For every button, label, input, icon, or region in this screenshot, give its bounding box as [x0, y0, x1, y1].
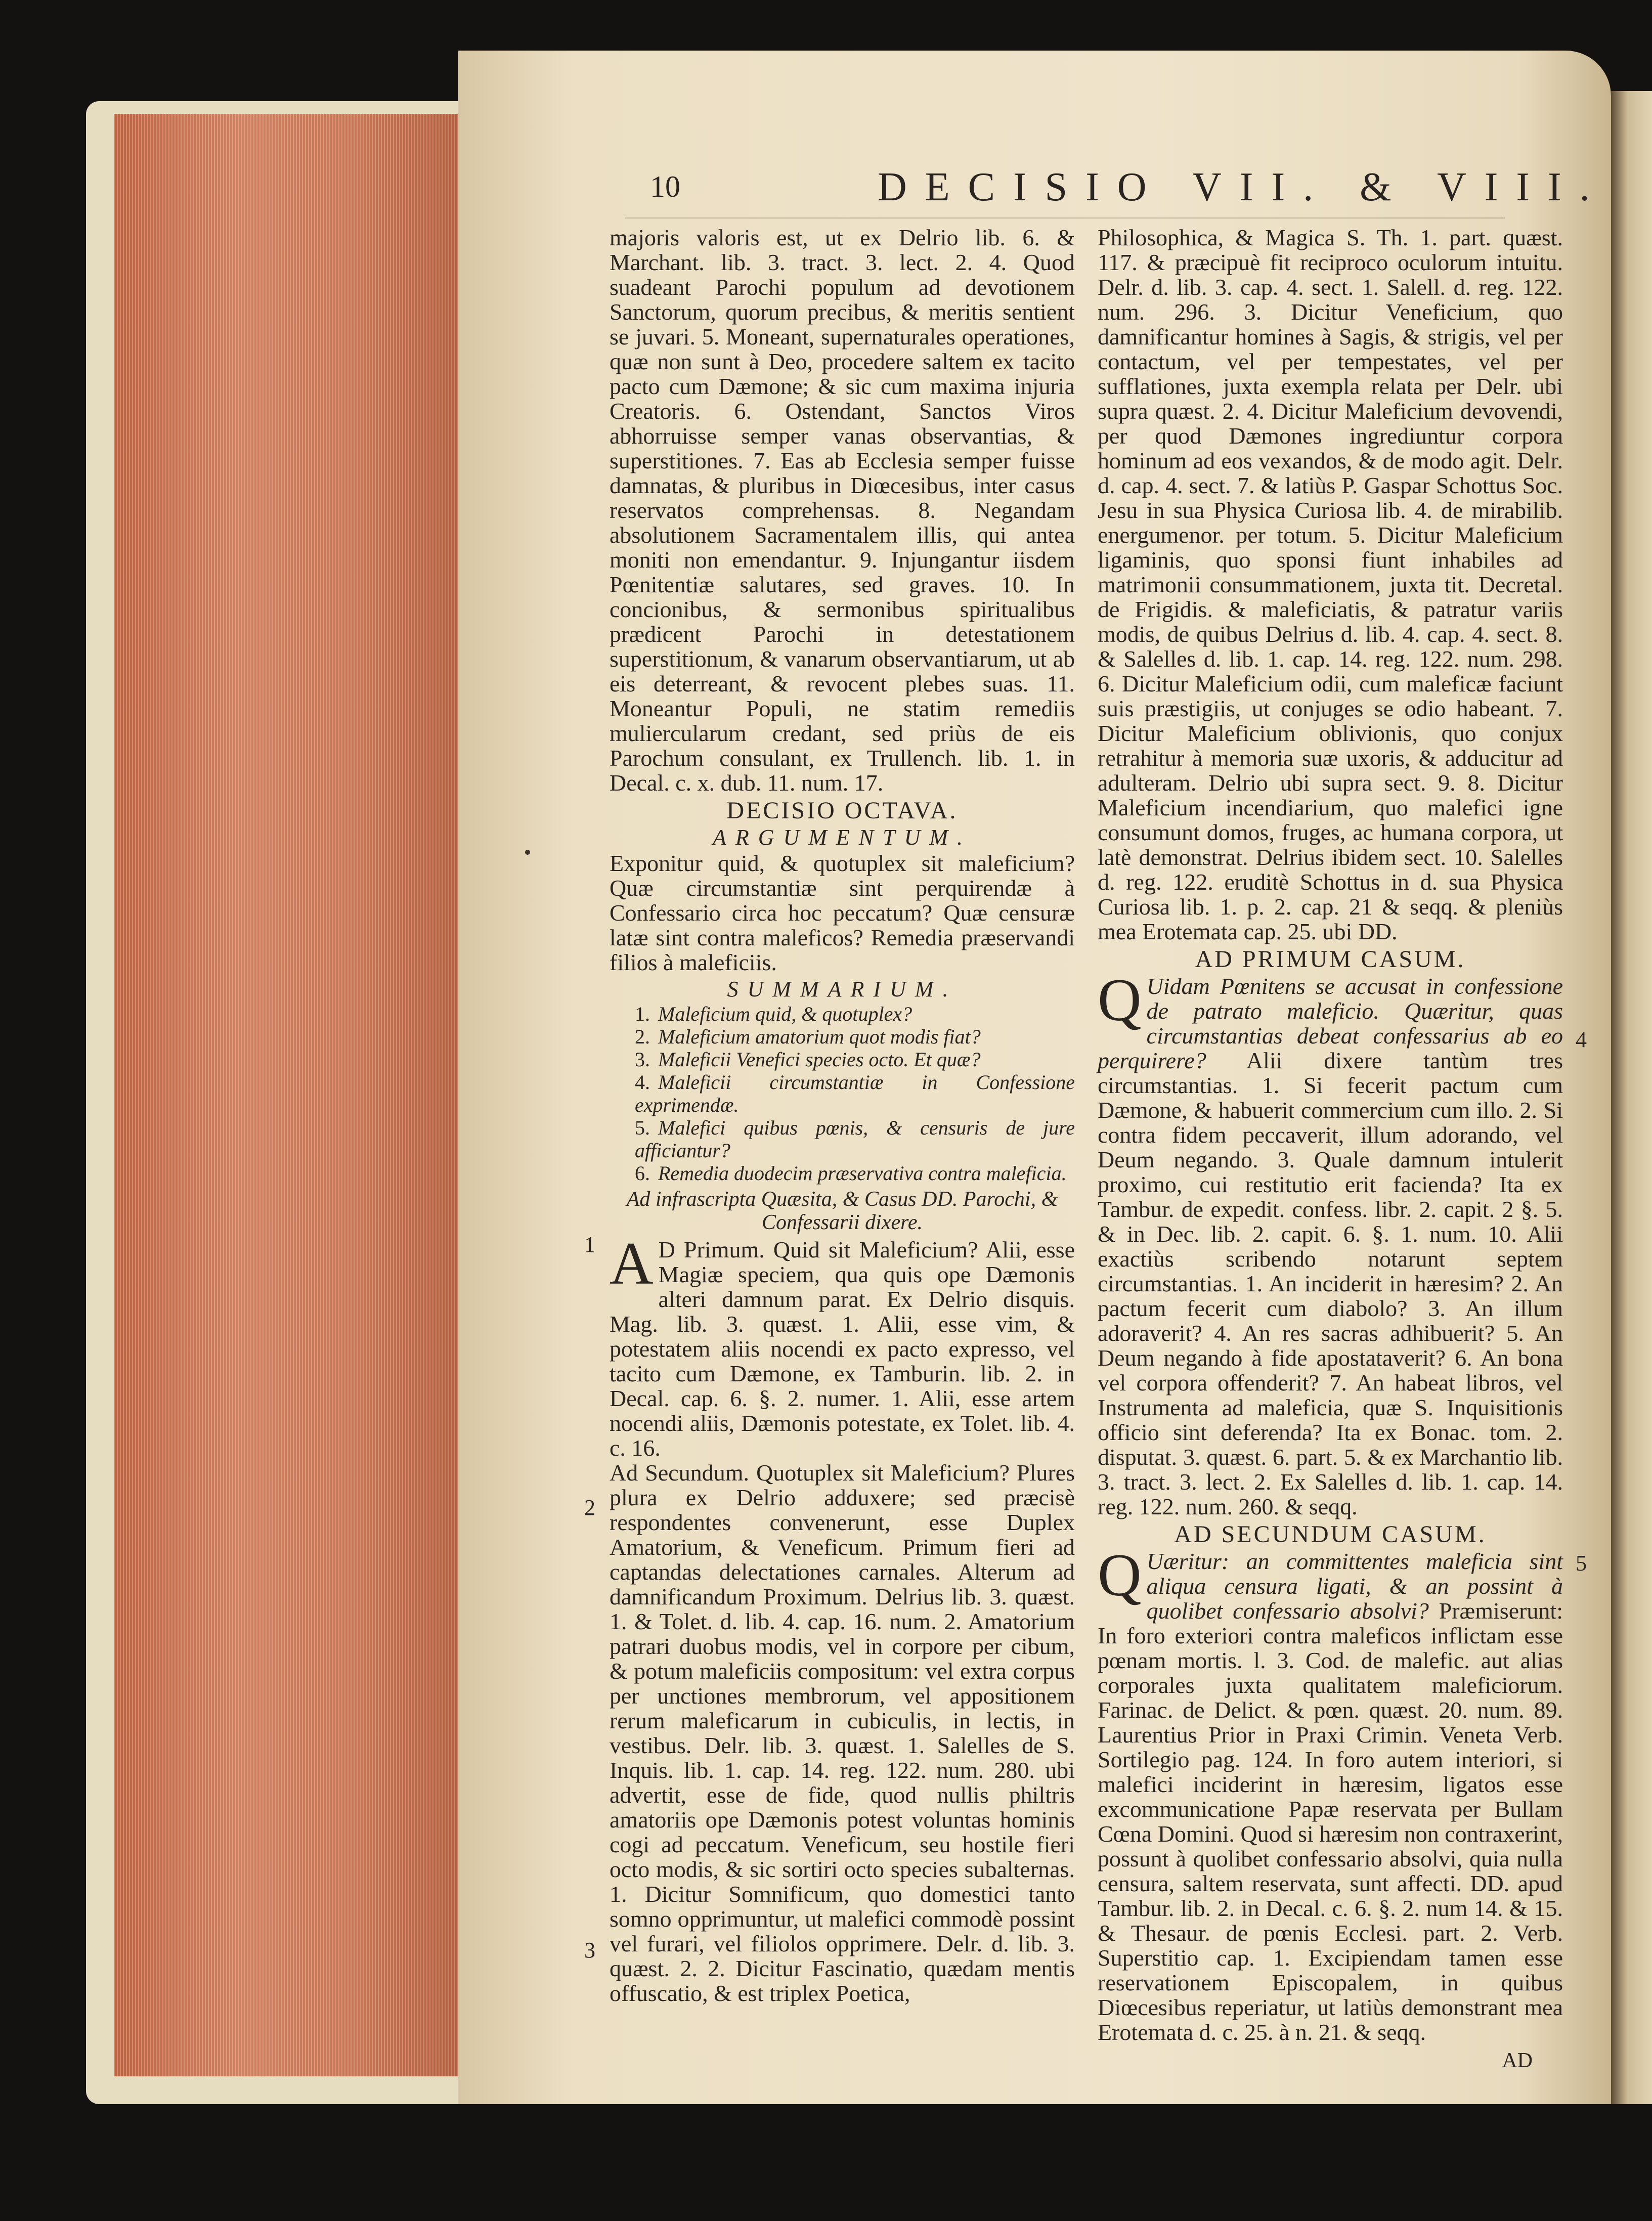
margin-number: 5	[1576, 1551, 1587, 1576]
decisio-heading: DECISIO OCTAVA.	[726, 797, 958, 824]
summary-item: 6. Remedia duodecim præservativa contra maleficia.	[635, 1162, 1067, 1185]
facing-page-edge	[1611, 91, 1652, 2104]
summarium-label: SUMMARIUM.	[727, 977, 958, 1001]
header-rule	[625, 217, 1505, 219]
book-page	[458, 51, 1611, 2104]
summary-item: 1. Maleficium quid, & quotuplex?	[635, 1003, 912, 1025]
margin-number: 1	[584, 1232, 595, 1257]
left-continuation-paragraph: majoris valoris est, ut ex Delrio lib. 6. & Marchant. lib. 3. tract. 3. lect. 2. 4. Quod suadeant Parochi populum ad devotionem Sanctorum, quorum precibus, & meritis sentient se juvari. 5. Moneant, supernaturales operationes, quæ non sunt à Deo, procedere saltem ex tacito pacto cum Dæmone; & sic cum maxima injuria Creatoris. 6. Ostendant, Sanctos Viros abhorruisse semper vanas observantias, & superstitiones. 7. Eas ab Ecclesia semper fuisse damnatas, & pluribus in Diœcesibus, inter casus reservatos comprehensas. 8. Negandam absolutionem Sacramentalem illis, qui antea moniti non emendantur. 9. Injungantur iisdem Pœnitentiæ salutares, sed graves. 10. In concionibus, & sermonibus spiritualibus prædicent Parochi in detestationem superstitionum, & vanarum observantiarum, ut ab eis deterreant, & revocent plebes suas. 11. Moneantur Populi, ne statim remediis muliercularum credant, sed priùs de eis Parochum consulant, ex Trullench. lib. 1. in Decal. c. x. dub. 11. num. 17.	[610, 225, 1075, 796]
margin-number: 4	[1576, 1027, 1587, 1052]
drop-cap: Q	[1098, 966, 1142, 1033]
right-continuation-paragraph: Philosophica, & Magica S. Th. 1. part. quæst. 117. & præcipuè fit reciproco oculorum intuitu. Delr. d. lib. 3. cap. 4. sect. 1. Salell. d. reg. 122. num. 296. 3. Dicitur Veneficium, quo damnificantur homines à Sagis, & strigis, vel per contactum, vel per tempestates, vel per sufflationes, juxta exempla relata per Delr. ubi supra quæst. 2. 4. Dicitur Maleficium devovendi, per quod Dæmones ingrediuntur corpora hominum ad eos vexandos, & de modo agit. Delr. d. cap. 4. sect. 7. & latiùs P. Gaspar Schottus Soc. Jesu in sua Physica Curiosa lib. 4. de mirabilib. energumenor. per totum. 5. Dicitur Maleficium ligaminis, quo sponsi fiunt inhabiles ad matrimonii consummationem, juxta tit. Decretal. de Frigidis. & maleficiatis, & patratur variis modis, de quibus Delrius d. lib. 4. cap. 4. sect. 8. & Salelles d. lib. 1. cap. 14. reg. 122. num. 298. 6. Dicitur Maleficium odii, cum maleficæ faciunt suis præstigiis, ut conjuges se odio habeant. 7. Dicitur Maleficium oblivionis, quo conjux retrahitur à memoria suæ uxoris, & adducitur ad adulteram. Delrio ubi supra sect. 9. 8. Dicitur Maleficium incendiarium, quo malefici igne consumunt domos, fruges, ac humana corpora, ut latè demonstrat. Delrius ibidem sect. 10. Salelles d. reg. 122. eruditè Schottus in d. sua Physica Curiosa lib. 1. p. 2. cap. 21 & seqq. & pleniùs mea Erotemata cap. 25. ubi DD.	[1098, 225, 1563, 944]
primum-casum-paragraph: Q Uidam Pœnitens se accusat in confessione de patrato maleficio. Quæritur, quas circumstantias debeat confessarius ab eo perquirere? Alii dixere tantùm tres circumstantias. 1. Si fecerit pactum cum Dæmone, & habuerit commercium cum illo. 2. Si contra fidem peccaverit, illum adorando, vel Deum negando. 3. Quale damnum intulerit proximo, cui restitutio erit facienda? Ita ex Tambur. de expedit. confess. libr. 2. capit. 2 §. 5. & in Dec. lib. 2. capit. 6. §. 1. num. 10. Alii exactiùs scribendo notarunt septem circumstantias. 1. An inciderit in hæresim? 2. An pactum fecerit cum diabolo? 3. An illum adoraverit? 4. An res sacras adhibuerit? 5. An Deum negando à fide apostataverit? 6. An bona vel corpora offenderit? 7. An habeat libros, vel Instrumenta ad maleficia, quæ S. Inquisitionis officio sint deferenda? Ita ex Bonac. tom. 2. disputat. 3. quæst. 6. part. 5. & ex Marchantio lib. 3. tract. 3. lect. 2. Ex Salelles d. lib. 1. cap. 14. reg. 122. num. 260. & seqq.	[1098, 966, 1563, 1519]
margin-number: 3	[584, 1938, 595, 1963]
catchword: AD	[1502, 2049, 1533, 2072]
secundum-casum-paragraph: Q Uæritur: an committentes maleficia sint aliqua censura ligati, & an possint à quolibet confessario absolvi? Præmiserunt: In foro exteriori contra maleficos inflictam esse pœnam mortis. l. 3. Cod. de malefic. aut alias corporales juxta qualitatem maleficiorum. Farinac. de Delict. & pœn. quæst. 20. num. 89. Laurentius Prior in Praxi Crimin. Veneta Verb. Sortilegio pag. 124. In foro autem interiori, si malefici inciderint in hæresim, ligatos esse excommunicatione Papæ reservata per Bullam Cœna Domini. Quod si hæresim non contraxerint, possunt à quolibet confessario absolvi, quia nulla censura, saltem reservata, sunt affecti. DD. apud Tambur. lib. 2. in Decal. c. 6. §. 2. num 14. & 15. & Thesaur. de pœnis Ecclesi. part. 2. Verb. Superstitio cap. 1. Excipiendam tamen esse reservationem Episcopalem, in quibus Diœcesibus reperiatur, ut latiùs demonstrant mea Erotemata d. c. 25. à n. 21. & seqq.	[1098, 1541, 1563, 2045]
right-column	[1098, 225, 1563, 2073]
left-column	[610, 225, 1075, 2006]
page-edges	[114, 114, 466, 2076]
argumentum-label: ARGUMENTUM.	[712, 825, 972, 850]
summary-item: 4. Maleficii circumstantiæ in Confessione exprimendæ.	[635, 1071, 1075, 1116]
summarium-list	[610, 1003, 1075, 1185]
drop-cap: Q	[1098, 1541, 1142, 1608]
drop-cap: A	[610, 1230, 654, 1297]
intro-line: Ad infrascripta Quæsita, & Casus DD. Parochi, & Confessarii dixere.	[626, 1188, 1058, 1234]
summary-item: 2. Maleficium amatorium quot modis fiat?	[635, 1025, 981, 1048]
argumentum-text: Exponitur quid, & quotuplex sit maleficium? Quæ circumstantiæ sint perquirendæ à Confessario circa hoc peccatum? Quæ censuræ latæ sint contra maleficos? Remedia præservandi filios à maleficiis.	[610, 850, 1075, 975]
ad-primum-paragraph: A D Primum. Quid sit Maleficium? Alii, esse Magiæ speciem, qua quis ope Dæmonis alteri damnum parat. Ex Delrio disquis. Mag. lib. 3. quæst. 1. Alii, esse vim, & potestatem aliis nocendi ex pacto expresso, vel tacito cum Dæmone, ex Tamburin. lib. 2. in Decal. cap. 6. §. 2. numer. 1. Alii, esse artem nocendi aliis, Dæmonis potestate, ex Tolet. lib. 4. c. 16.	[610, 1230, 1075, 1461]
page-number: 10	[650, 170, 680, 203]
ink-dot	[525, 850, 530, 855]
ad-secundum-paragraph: Ad Secundum. Quotuplex sit Maleficium? Plures plura ex Delrio adduxere; sed præcisè respondentes convenerunt, esse Duplex Amatorium, & Veneficum. Primum fieri ad captandas delectationes carnales. Alterum ad damnificandum Proximum. Delrius lib. 3. quæst. 1. & Tolet. d. lib. 4. cap. 16. num. 2. Amatorium patrari duobus modis, vel in corpore per cibum, & potum maleficiis compositum: vel extra corpus per unctiones membrorum, vel appositionem rerum maleficarum in cubiculis, in lectis, in vestibus. Delr. lib. 3. quæst. 1. Salelles de S. Inquis. lib. 1. cap. 14. reg. 122. num. 280. ubi advertit, esse de fide, quod nullis philtris amatoriis ope Dæmonis potest voluntas hominis cogi ad peccatum. Veneficum, seu hostile fieri octo modis, & sic sortiri octo species subalternas. 1. Dicitur Somnificum, quo domestici tanto somno opprimuntur, ut malefici commodè possint vel furari, vel filiolos opprimere. Delr. d. lib. 3. quæst. 2. 2. Dicitur Fascinatio, quædam mentis offuscatio, & est triplex Poetica,	[610, 1460, 1075, 2006]
ad-primum-casum-heading: AD PRIMUM CASUM.	[1195, 946, 1466, 973]
margin-number: 2	[584, 1495, 595, 1520]
ad-secundum-casum-heading: AD SECUNDUM CASUM.	[1174, 1521, 1487, 1548]
summary-item: 3. Maleficii Venefici species octo. Et quæ?	[635, 1048, 981, 1071]
running-title: DECISIO VII. & VIII.	[878, 165, 1608, 209]
summary-item: 5. Malefici quibus pœnis, & censuris de jure afficiantur?	[635, 1116, 1075, 1162]
